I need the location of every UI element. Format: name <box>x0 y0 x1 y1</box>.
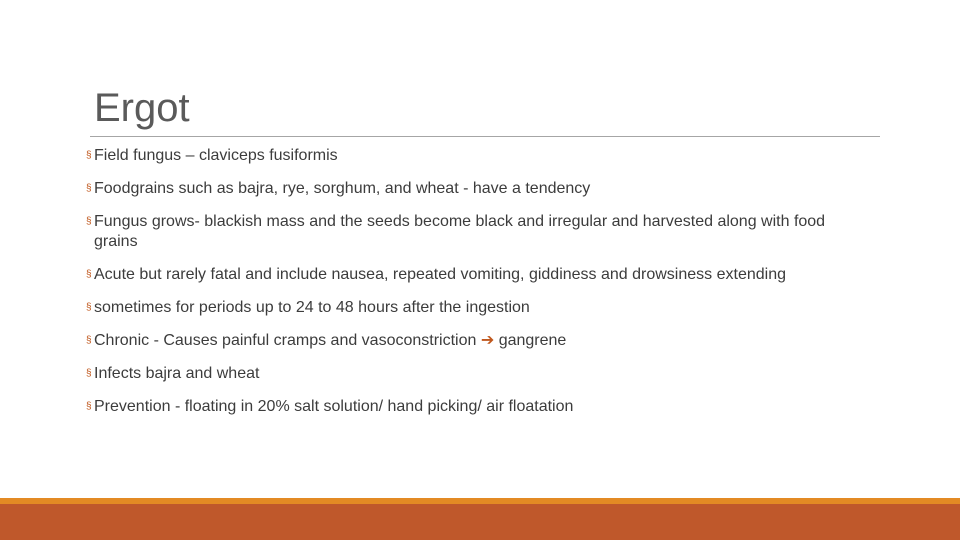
bullet-text: gangrene <box>494 332 567 349</box>
bullet-marker-icon: § <box>86 368 92 379</box>
bullet-item <box>84 146 864 166</box>
bullet-list <box>84 146 864 430</box>
footer-bar <box>0 504 960 540</box>
bullet-marker-icon: § <box>86 335 92 346</box>
right-arrow-icon: ➔ <box>480 332 495 349</box>
bullet-text: Acute but rarely fatal and include nausea, repeated vomiting, giddiness and drowsiness extending <box>94 266 786 283</box>
bullet-item <box>84 179 864 199</box>
bullet-item <box>84 397 864 417</box>
bullet-text: Field fungus – claviceps fusiformis <box>94 147 338 164</box>
bullet-marker-icon: § <box>86 269 92 280</box>
bullet-marker-icon: § <box>86 401 92 412</box>
bullet-marker-icon: § <box>86 302 92 313</box>
bullet-item <box>84 212 864 252</box>
bullet-item <box>84 298 864 318</box>
bullet-item <box>84 364 864 384</box>
bullet-marker-icon: § <box>86 216 92 227</box>
bullet-text: Infects bajra and wheat <box>94 365 260 382</box>
title-divider <box>90 136 880 137</box>
bullet-text: Chronic - Causes painful cramps and vasoconstriction <box>94 332 481 349</box>
bullet-text: Prevention - floating in 20% salt solution/ hand picking/ air floatation <box>94 398 574 415</box>
slide-title: Ergot <box>94 86 190 130</box>
bullet-text: Foodgrains such as bajra, rye, sorghum, and wheat - have a tendency <box>94 180 591 197</box>
bullet-item <box>84 331 864 351</box>
bullet-item <box>84 265 864 285</box>
bullet-text: Fungus grows- blackish mass and the seeds become black and irregular and harvested along with food grains <box>94 213 826 250</box>
bullet-marker-icon: § <box>86 150 92 161</box>
bullet-marker-icon: § <box>86 183 92 194</box>
bullet-text: sometimes for periods up to 24 to 48 hours after the ingestion <box>94 299 530 316</box>
